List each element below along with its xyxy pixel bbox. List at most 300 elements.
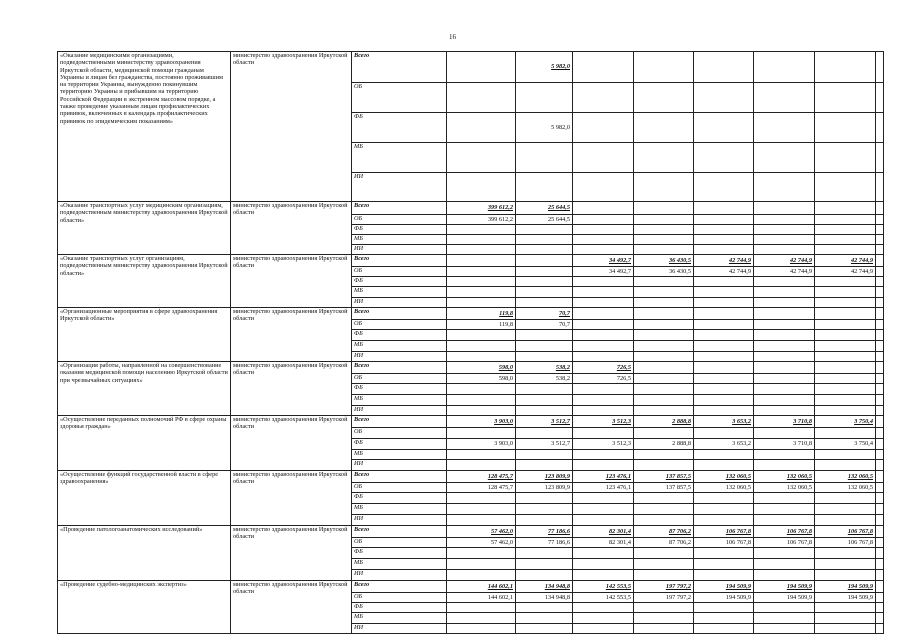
amount-cell: 25 644,5	[516, 202, 573, 215]
amount-cell: 134 948,8	[516, 581, 573, 593]
amount-cell	[754, 374, 815, 384]
amount-cell	[754, 559, 815, 570]
funding-source-cell: Всего	[352, 255, 447, 267]
amount-cell	[876, 581, 884, 593]
amount-cell	[694, 352, 754, 362]
amount-cell	[634, 352, 694, 362]
amount-cell	[634, 277, 694, 287]
amount-cell	[815, 113, 876, 143]
amount-cell	[694, 624, 754, 634]
table-row	[58, 471, 884, 483]
amount-cell: 132 060,5	[815, 483, 876, 493]
funding-source-cell: Всего	[352, 471, 447, 483]
amount-cell	[754, 341, 815, 352]
amount-cell	[876, 450, 884, 460]
amount-cell	[694, 362, 754, 374]
amount-cell	[876, 504, 884, 515]
amount-cell	[447, 450, 516, 460]
amount-cell	[815, 225, 876, 235]
amount-cell	[754, 308, 815, 320]
amount-cell	[573, 395, 634, 406]
amount-cell	[694, 341, 754, 352]
amount-cell: 106 767,8	[815, 538, 876, 548]
amount-cell	[516, 384, 573, 395]
amount-cell	[815, 548, 876, 559]
amount-cell	[516, 515, 573, 526]
amount-cell	[754, 613, 815, 624]
amount-cell	[516, 548, 573, 559]
amount-cell	[754, 245, 815, 255]
amount-cell	[447, 341, 516, 352]
amount-cell	[447, 298, 516, 308]
amount-cell: 106 767,8	[815, 526, 876, 538]
amount-cell	[573, 548, 634, 559]
funding-source-cell: ОБ	[352, 428, 447, 439]
amount-cell	[573, 83, 634, 113]
funding-source-cell: ФБ	[352, 603, 447, 613]
amount-cell	[815, 384, 876, 395]
amount-cell	[694, 613, 754, 624]
amount-cell	[634, 570, 694, 581]
amount-cell	[573, 504, 634, 515]
amount-cell	[876, 439, 884, 450]
amount-cell	[876, 113, 884, 143]
amount-cell	[516, 287, 573, 298]
amount-cell	[694, 298, 754, 308]
amount-cell: 144 602,1	[447, 593, 516, 603]
amount-cell: 3 750,4	[815, 439, 876, 450]
amount-cell	[447, 245, 516, 255]
amount-cell	[876, 308, 884, 320]
funding-source-cell: ОБ	[352, 483, 447, 493]
amount-cell: 123 809,9	[516, 471, 573, 483]
amount-cell: 132 060,5	[754, 483, 815, 493]
amount-cell	[634, 215, 694, 225]
funding-source-cell: ИИ	[352, 352, 447, 362]
amount-cell: 194 509,9	[694, 581, 754, 593]
amount-cell	[694, 460, 754, 471]
amount-cell	[447, 143, 516, 173]
amount-cell: 3 750,4	[815, 416, 876, 428]
amount-cell: 3 710,8	[754, 439, 815, 450]
amount-cell: 123 809,9	[516, 483, 573, 493]
amount-cell	[447, 330, 516, 341]
amount-cell: 399 612,2	[447, 215, 516, 225]
amount-cell	[694, 215, 754, 225]
amount-cell: 3 512,3	[573, 439, 634, 450]
amount-cell	[754, 428, 815, 439]
amount-cell: 5 982,0	[516, 52, 573, 83]
amount-cell	[516, 613, 573, 624]
amount-cell	[754, 215, 815, 225]
amount-cell	[815, 460, 876, 471]
amount-cell: 132 060,5	[754, 471, 815, 483]
amount-cell	[754, 143, 815, 173]
amount-cell	[447, 395, 516, 406]
amount-cell	[815, 298, 876, 308]
amount-cell	[694, 515, 754, 526]
amount-cell: 726,5	[573, 374, 634, 384]
amount-cell	[876, 559, 884, 570]
amount-cell	[634, 460, 694, 471]
amount-cell	[634, 384, 694, 395]
amount-cell	[876, 287, 884, 298]
funding-source-cell: ИИ	[352, 624, 447, 634]
amount-cell: 36 430,5	[634, 255, 694, 267]
amount-cell	[573, 308, 634, 320]
amount-cell	[876, 395, 884, 406]
amount-cell: 106 767,8	[694, 538, 754, 548]
amount-cell	[815, 215, 876, 225]
amount-cell	[876, 83, 884, 113]
amount-cell	[694, 235, 754, 245]
amount-cell	[876, 384, 884, 395]
amount-cell	[694, 374, 754, 384]
amount-cell: 119,8	[447, 320, 516, 330]
amount-cell	[516, 298, 573, 308]
amount-cell	[694, 559, 754, 570]
funding-source-cell: Всего	[352, 581, 447, 593]
amount-cell	[876, 320, 884, 330]
amount-cell: 3 512,3	[573, 416, 634, 428]
amount-cell	[815, 515, 876, 526]
amount-cell	[815, 352, 876, 362]
amount-cell	[694, 143, 754, 173]
amount-cell: 3 710,8	[754, 416, 815, 428]
amount-cell	[634, 225, 694, 235]
amount-cell	[815, 143, 876, 173]
amount-cell	[694, 308, 754, 320]
amount-cell: 57 462,0	[447, 526, 516, 538]
amount-cell	[694, 548, 754, 559]
amount-cell: 123 476,1	[573, 483, 634, 493]
funding-source-cell: МБ	[352, 341, 447, 352]
amount-cell	[573, 235, 634, 245]
event-name-cell: «Проведение патологоанатомических исследований»	[58, 526, 231, 581]
amount-cell	[573, 493, 634, 504]
amount-cell	[447, 235, 516, 245]
amount-cell	[573, 202, 634, 215]
amount-cell	[447, 287, 516, 298]
amount-cell	[573, 245, 634, 255]
amount-cell	[634, 287, 694, 298]
amount-cell: 82 301,4	[573, 538, 634, 548]
amount-cell	[447, 570, 516, 581]
amount-cell: 42 744,9	[754, 255, 815, 267]
amount-cell	[516, 603, 573, 613]
event-name-cell: «Осуществление функций государственной власти в сфере здравоохранения»	[58, 471, 231, 526]
funding-source-cell: ОБ	[352, 83, 447, 113]
amount-cell: 194 509,9	[815, 593, 876, 603]
amount-cell	[634, 493, 694, 504]
amount-cell	[754, 235, 815, 245]
amount-cell	[447, 428, 516, 439]
amount-cell	[634, 428, 694, 439]
funding-source-cell: ИИ	[352, 460, 447, 471]
executor-cell: министерство здравоохранения Иркутской области	[231, 308, 352, 362]
amount-cell	[573, 52, 634, 83]
amount-cell: 134 948,8	[516, 593, 573, 603]
amount-cell	[754, 570, 815, 581]
amount-cell	[815, 374, 876, 384]
amount-cell	[634, 330, 694, 341]
amount-cell	[876, 267, 884, 277]
executor-cell: министерство здравоохранения Иркутской области	[231, 52, 352, 202]
amount-cell	[694, 384, 754, 395]
amount-cell	[447, 83, 516, 113]
amount-cell	[694, 493, 754, 504]
amount-cell	[754, 83, 815, 113]
amount-cell	[876, 483, 884, 493]
amount-cell	[754, 225, 815, 235]
amount-cell: 142 553,5	[573, 581, 634, 593]
amount-cell	[634, 173, 694, 202]
funding-source-cell: Всего	[352, 308, 447, 320]
amount-cell	[516, 330, 573, 341]
amount-cell	[754, 395, 815, 406]
amount-cell	[573, 460, 634, 471]
funding-source-cell: Всего	[352, 526, 447, 538]
amount-cell	[754, 298, 815, 308]
table-row	[58, 581, 884, 593]
amount-cell: 3 512,7	[516, 416, 573, 428]
amount-cell	[447, 113, 516, 143]
amount-cell	[876, 235, 884, 245]
amount-cell	[694, 287, 754, 298]
amount-cell	[447, 624, 516, 634]
funding-source-cell: МБ	[352, 613, 447, 624]
amount-cell	[634, 235, 694, 245]
event-name-cell: «Осуществление переданных полномочий РФ в сфере охраны здоровья граждан»	[58, 416, 231, 471]
executor-cell: министерство здравоохранения Иркутской области	[231, 581, 352, 634]
amount-cell	[634, 362, 694, 374]
funding-source-cell: ФБ	[352, 548, 447, 559]
amount-cell	[634, 341, 694, 352]
amount-cell	[573, 320, 634, 330]
amount-cell	[516, 143, 573, 173]
amount-cell	[876, 493, 884, 504]
amount-cell: 3 512,7	[516, 439, 573, 450]
amount-cell	[815, 52, 876, 83]
amount-cell: 87 706,2	[634, 538, 694, 548]
amount-cell	[573, 624, 634, 634]
amount-cell	[754, 113, 815, 143]
amount-cell	[634, 548, 694, 559]
amount-cell: 197 797,2	[634, 593, 694, 603]
amount-cell	[573, 277, 634, 287]
amount-cell	[815, 362, 876, 374]
amount-cell	[634, 83, 694, 113]
funding-source-cell: ФБ	[352, 225, 447, 235]
amount-cell	[694, 428, 754, 439]
executor-cell: министерство здравоохранения Иркутской области	[231, 202, 352, 255]
amount-cell	[694, 406, 754, 416]
amount-cell: 538,2	[516, 362, 573, 374]
amount-cell	[634, 504, 694, 515]
amount-cell	[447, 352, 516, 362]
amount-cell	[516, 406, 573, 416]
amount-cell	[876, 202, 884, 215]
amount-cell: 123 476,1	[573, 471, 634, 483]
table-row	[58, 255, 884, 267]
amount-cell: 538,2	[516, 374, 573, 384]
amount-cell	[573, 406, 634, 416]
amount-cell	[573, 428, 634, 439]
amount-cell	[516, 395, 573, 406]
amount-cell	[573, 225, 634, 235]
amount-cell	[815, 395, 876, 406]
amount-cell: 87 706,2	[634, 526, 694, 538]
amount-cell	[634, 613, 694, 624]
event-name-cell: «Проведение судебно-медицинских экспертиз»	[58, 581, 231, 634]
funding-source-cell: ФБ	[352, 113, 447, 143]
amount-cell	[694, 52, 754, 83]
funding-source-cell: ОБ	[352, 215, 447, 225]
amount-cell	[754, 277, 815, 287]
event-name-cell: «Оказание медицинскими организациями, подведомственными министерству здравоохранения Иркутской области, медицинской помощи гражданам Украины и лицам без гражданства, постоянно проживавшим на территории Украины, вынужденно покинувшим территорию Украины и прибывшим на территорию Российской Федерации в экстренном массовом порядке, а также проведение указанным лицам профилактических прививок, включенных в календарь профилактических прививок по эпидемическим показаниям»	[58, 52, 231, 202]
amount-cell: 399 612,2	[447, 202, 516, 215]
amount-cell	[815, 341, 876, 352]
amount-cell	[516, 428, 573, 439]
amount-cell: 194 509,9	[754, 581, 815, 593]
funding-source-cell: Всего	[352, 52, 447, 83]
funding-source-cell: ОБ	[352, 538, 447, 548]
amount-cell	[447, 52, 516, 83]
amount-cell	[573, 330, 634, 341]
amount-cell	[516, 173, 573, 202]
amount-cell	[573, 173, 634, 202]
page-number: 16	[449, 33, 456, 41]
amount-cell: 77 186,6	[516, 538, 573, 548]
funding-source-cell: МБ	[352, 143, 447, 173]
amount-cell	[754, 320, 815, 330]
amount-cell	[754, 460, 815, 471]
amount-cell	[573, 298, 634, 308]
amount-cell	[754, 362, 815, 374]
amount-cell	[754, 52, 815, 83]
amount-cell	[876, 215, 884, 225]
executor-cell: министерство здравоохранения Иркутской области	[231, 416, 352, 471]
amount-cell: 598,0	[447, 362, 516, 374]
amount-cell	[447, 173, 516, 202]
amount-cell	[815, 320, 876, 330]
amount-cell: 42 744,9	[815, 255, 876, 267]
funding-source-cell: Всего	[352, 416, 447, 428]
amount-cell	[634, 143, 694, 173]
amount-cell	[754, 515, 815, 526]
amount-cell: 137 857,5	[634, 471, 694, 483]
funding-source-cell: ОБ	[352, 593, 447, 603]
amount-cell	[754, 603, 815, 613]
event-name-cell: «Организационные мероприятия в сфере здравоохранения Иркутской области»	[58, 308, 231, 362]
amount-cell	[634, 603, 694, 613]
amount-cell: 2 888,8	[634, 439, 694, 450]
amount-cell	[876, 624, 884, 634]
amount-cell	[876, 362, 884, 374]
executor-cell: министерство здравоохранения Иркутской области	[231, 362, 352, 416]
amount-cell	[516, 624, 573, 634]
amount-cell	[634, 52, 694, 83]
amount-cell	[694, 173, 754, 202]
amount-cell	[754, 624, 815, 634]
amount-cell: 194 509,9	[694, 593, 754, 603]
funding-source-cell: ОБ	[352, 374, 447, 384]
amount-cell	[815, 235, 876, 245]
amount-cell	[634, 450, 694, 460]
amount-cell	[447, 515, 516, 526]
amount-cell	[694, 320, 754, 330]
amount-cell: 82 301,4	[573, 526, 634, 538]
amount-cell	[516, 255, 573, 267]
amount-cell: 36 430,5	[634, 267, 694, 277]
amount-cell	[573, 613, 634, 624]
amount-cell	[447, 225, 516, 235]
amount-cell	[876, 416, 884, 428]
funding-source-cell: ИИ	[352, 570, 447, 581]
amount-cell	[876, 277, 884, 287]
table-row	[58, 308, 884, 320]
amount-cell	[516, 450, 573, 460]
table-row	[58, 416, 884, 428]
amount-cell	[516, 245, 573, 255]
amount-cell	[573, 143, 634, 173]
amount-cell: 2 888,8	[634, 416, 694, 428]
amount-cell	[815, 428, 876, 439]
amount-cell	[694, 330, 754, 341]
amount-cell	[447, 493, 516, 504]
amount-cell	[573, 341, 634, 352]
amount-cell	[516, 493, 573, 504]
amount-cell: 128 475,7	[447, 483, 516, 493]
amount-cell: 77 186,6	[516, 526, 573, 538]
amount-cell	[694, 450, 754, 460]
funding-source-cell: Всего	[352, 362, 447, 374]
amount-cell: 726,5	[573, 362, 634, 374]
amount-cell	[815, 613, 876, 624]
funding-source-cell: ИИ	[352, 298, 447, 308]
amount-cell: 106 767,8	[754, 538, 815, 548]
table-row	[58, 202, 884, 215]
funding-source-cell: ИИ	[352, 406, 447, 416]
amount-cell	[447, 267, 516, 277]
amount-cell	[876, 173, 884, 202]
amount-cell	[694, 245, 754, 255]
amount-cell: 194 509,9	[815, 581, 876, 593]
amount-cell	[694, 202, 754, 215]
amount-cell	[754, 504, 815, 515]
table-row	[58, 362, 884, 374]
amount-cell	[573, 352, 634, 362]
amount-cell: 3 903,0	[447, 439, 516, 450]
amount-cell	[634, 113, 694, 143]
amount-cell: 142 553,5	[573, 593, 634, 603]
amount-cell	[694, 570, 754, 581]
amount-cell: 3 653,2	[694, 439, 754, 450]
amount-cell: 70,7	[516, 320, 573, 330]
amount-cell	[634, 202, 694, 215]
amount-cell: 128 475,7	[447, 471, 516, 483]
amount-cell	[516, 83, 573, 113]
amount-cell: 598,0	[447, 374, 516, 384]
amount-cell	[754, 548, 815, 559]
funding-source-cell: МБ	[352, 450, 447, 460]
funding-source-cell: МБ	[352, 235, 447, 245]
amount-cell	[876, 255, 884, 267]
table-row	[58, 52, 884, 83]
amount-cell	[876, 225, 884, 235]
amount-cell	[447, 504, 516, 515]
amount-cell	[516, 504, 573, 515]
